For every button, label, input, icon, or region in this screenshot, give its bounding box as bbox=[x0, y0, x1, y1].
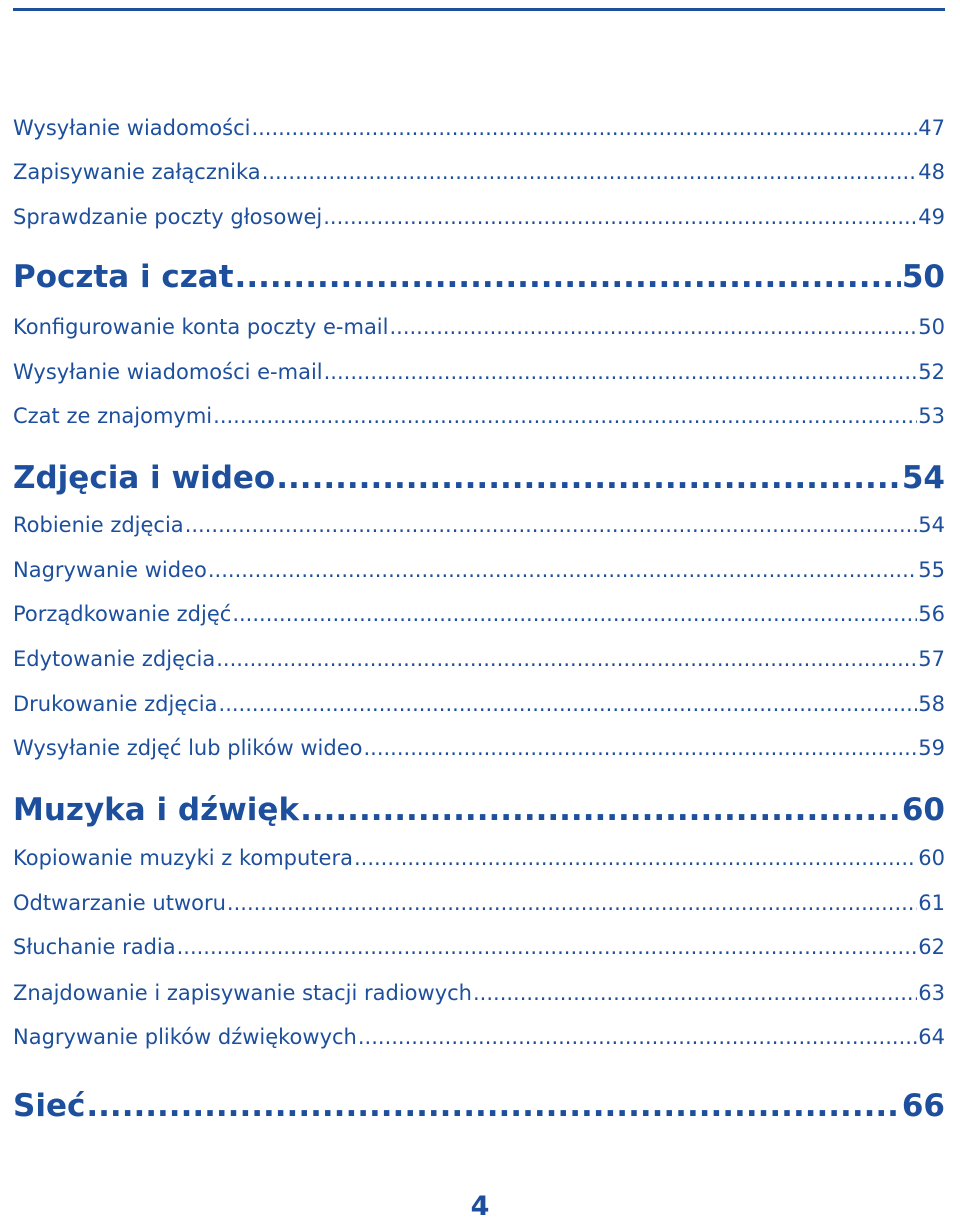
toc-leader-dots bbox=[251, 113, 917, 143]
toc-section-entry[interactable] bbox=[13, 1084, 945, 1128]
toc-entry[interactable] bbox=[13, 157, 945, 187]
toc-leader-dots bbox=[323, 202, 917, 232]
toc-leader-dots bbox=[235, 255, 901, 299]
toc-entry-page: 48 bbox=[918, 160, 945, 184]
toc-entry-page: 49 bbox=[918, 205, 945, 229]
toc-entry-title: Wysyłanie zdjęć lub plików wideo bbox=[13, 736, 363, 760]
toc-entry-title: Drukowanie zdjęcia bbox=[13, 692, 218, 716]
toc-entry-page: 54 bbox=[918, 513, 945, 537]
toc-entry-title: Odtwarzanie utworu bbox=[13, 891, 226, 915]
toc-entry-page: 58 bbox=[918, 692, 945, 716]
toc-leader-dots bbox=[219, 689, 918, 719]
toc-entry-page: 64 bbox=[918, 1025, 945, 1049]
toc-entry[interactable] bbox=[13, 599, 945, 629]
toc-leader-dots bbox=[473, 978, 917, 1008]
toc-entry-page: 56 bbox=[918, 602, 945, 626]
toc-leader-dots bbox=[358, 1022, 917, 1052]
toc-leader-dots bbox=[177, 932, 918, 962]
toc-entry-page: 52 bbox=[918, 360, 945, 384]
toc-entry-page: 63 bbox=[918, 981, 945, 1005]
toc-entry[interactable] bbox=[13, 978, 945, 1008]
toc-entry[interactable] bbox=[13, 733, 945, 763]
toc-entry-title: Zapisywanie załącznika bbox=[13, 160, 261, 184]
toc-entry[interactable] bbox=[13, 555, 945, 585]
toc-leader-dots bbox=[363, 733, 917, 763]
toc-entry[interactable] bbox=[13, 932, 945, 962]
toc-entry-title: Sprawdzanie poczty głosowej bbox=[13, 205, 323, 229]
toc-entry-title: Czat ze znajomymi bbox=[13, 404, 213, 428]
toc-leader-dots bbox=[216, 644, 917, 674]
toc-leader-dots bbox=[262, 157, 918, 187]
toc-entry[interactable] bbox=[13, 644, 945, 674]
toc-leader-dots bbox=[300, 788, 901, 832]
toc-section-page: 66 bbox=[901, 1088, 945, 1124]
toc-entry-title: Znajdowanie i zapisywanie stacji radiowych bbox=[13, 981, 472, 1005]
toc-leader-dots bbox=[213, 401, 917, 431]
toc-entry-title: Kopiowanie muzyki z komputera bbox=[13, 846, 353, 870]
toc-entry[interactable] bbox=[13, 401, 945, 431]
toc-entry-title: Nagrywanie wideo bbox=[13, 558, 207, 582]
toc-entry-title: Porządkowanie zdjęć bbox=[13, 602, 232, 626]
toc-leader-dots bbox=[354, 843, 917, 873]
toc-entry[interactable] bbox=[13, 689, 945, 719]
toc-entry-page: 53 bbox=[918, 404, 945, 428]
toc-section-title: Sieć bbox=[13, 1088, 86, 1124]
toc-leader-dots bbox=[86, 1084, 901, 1128]
toc-entry-title: Nagrywanie plików dźwiękowych bbox=[13, 1025, 357, 1049]
toc-section-page: 54 bbox=[901, 460, 945, 496]
toc-entry-page: 55 bbox=[918, 558, 945, 582]
toc-section-title: Muzyka i dźwięk bbox=[13, 792, 300, 828]
toc-entry-page: 57 bbox=[918, 647, 945, 671]
toc-entry[interactable] bbox=[13, 312, 945, 342]
toc-section-entry[interactable] bbox=[13, 255, 945, 299]
toc-section-entry[interactable] bbox=[13, 788, 945, 832]
toc-entry-page: 61 bbox=[918, 891, 945, 915]
toc-leader-dots bbox=[276, 456, 901, 500]
toc-entry-title: Edytowanie zdjęcia bbox=[13, 647, 216, 671]
toc-entry-page: 62 bbox=[918, 935, 945, 959]
toc-leader-dots bbox=[232, 599, 917, 629]
toc-entry[interactable] bbox=[13, 357, 945, 387]
toc-entry[interactable] bbox=[13, 1022, 945, 1052]
toc-entry-page: 47 bbox=[918, 116, 945, 140]
toc-entry[interactable] bbox=[13, 202, 945, 232]
toc-entry[interactable] bbox=[13, 888, 945, 918]
toc-leader-dots bbox=[324, 357, 918, 387]
toc-entry[interactable] bbox=[13, 843, 945, 873]
toc-entry[interactable] bbox=[13, 113, 945, 143]
toc-leader-dots bbox=[185, 510, 918, 540]
toc-section-page: 60 bbox=[901, 792, 945, 828]
toc-leader-dots bbox=[208, 555, 917, 585]
toc-entry-title: Wysyłanie wiadomości e-mail bbox=[13, 360, 323, 384]
toc-entry-page: 59 bbox=[918, 736, 945, 760]
toc-section-entry[interactable] bbox=[13, 456, 945, 500]
toc-leader-dots bbox=[389, 312, 917, 342]
toc-entry-title: Konfigurowanie konta poczty e-mail bbox=[13, 315, 389, 339]
toc-entry-title: Wysyłanie wiadomości bbox=[13, 116, 251, 140]
toc-section-title: Zdjęcia i wideo bbox=[13, 460, 276, 496]
toc-section-title: Poczta i czat bbox=[13, 259, 234, 295]
top-rule bbox=[13, 8, 945, 11]
toc-entry-title: Słuchanie radia bbox=[13, 935, 176, 959]
toc-entry-page: 50 bbox=[918, 315, 945, 339]
page-number: 4 bbox=[470, 1191, 490, 1222]
toc-entry-title: Robienie zdjęcia bbox=[13, 513, 184, 537]
toc-entry[interactable] bbox=[13, 510, 945, 540]
toc-leader-dots bbox=[227, 888, 917, 918]
toc-entry-page: 60 bbox=[918, 846, 945, 870]
toc-section-page: 50 bbox=[901, 259, 945, 295]
